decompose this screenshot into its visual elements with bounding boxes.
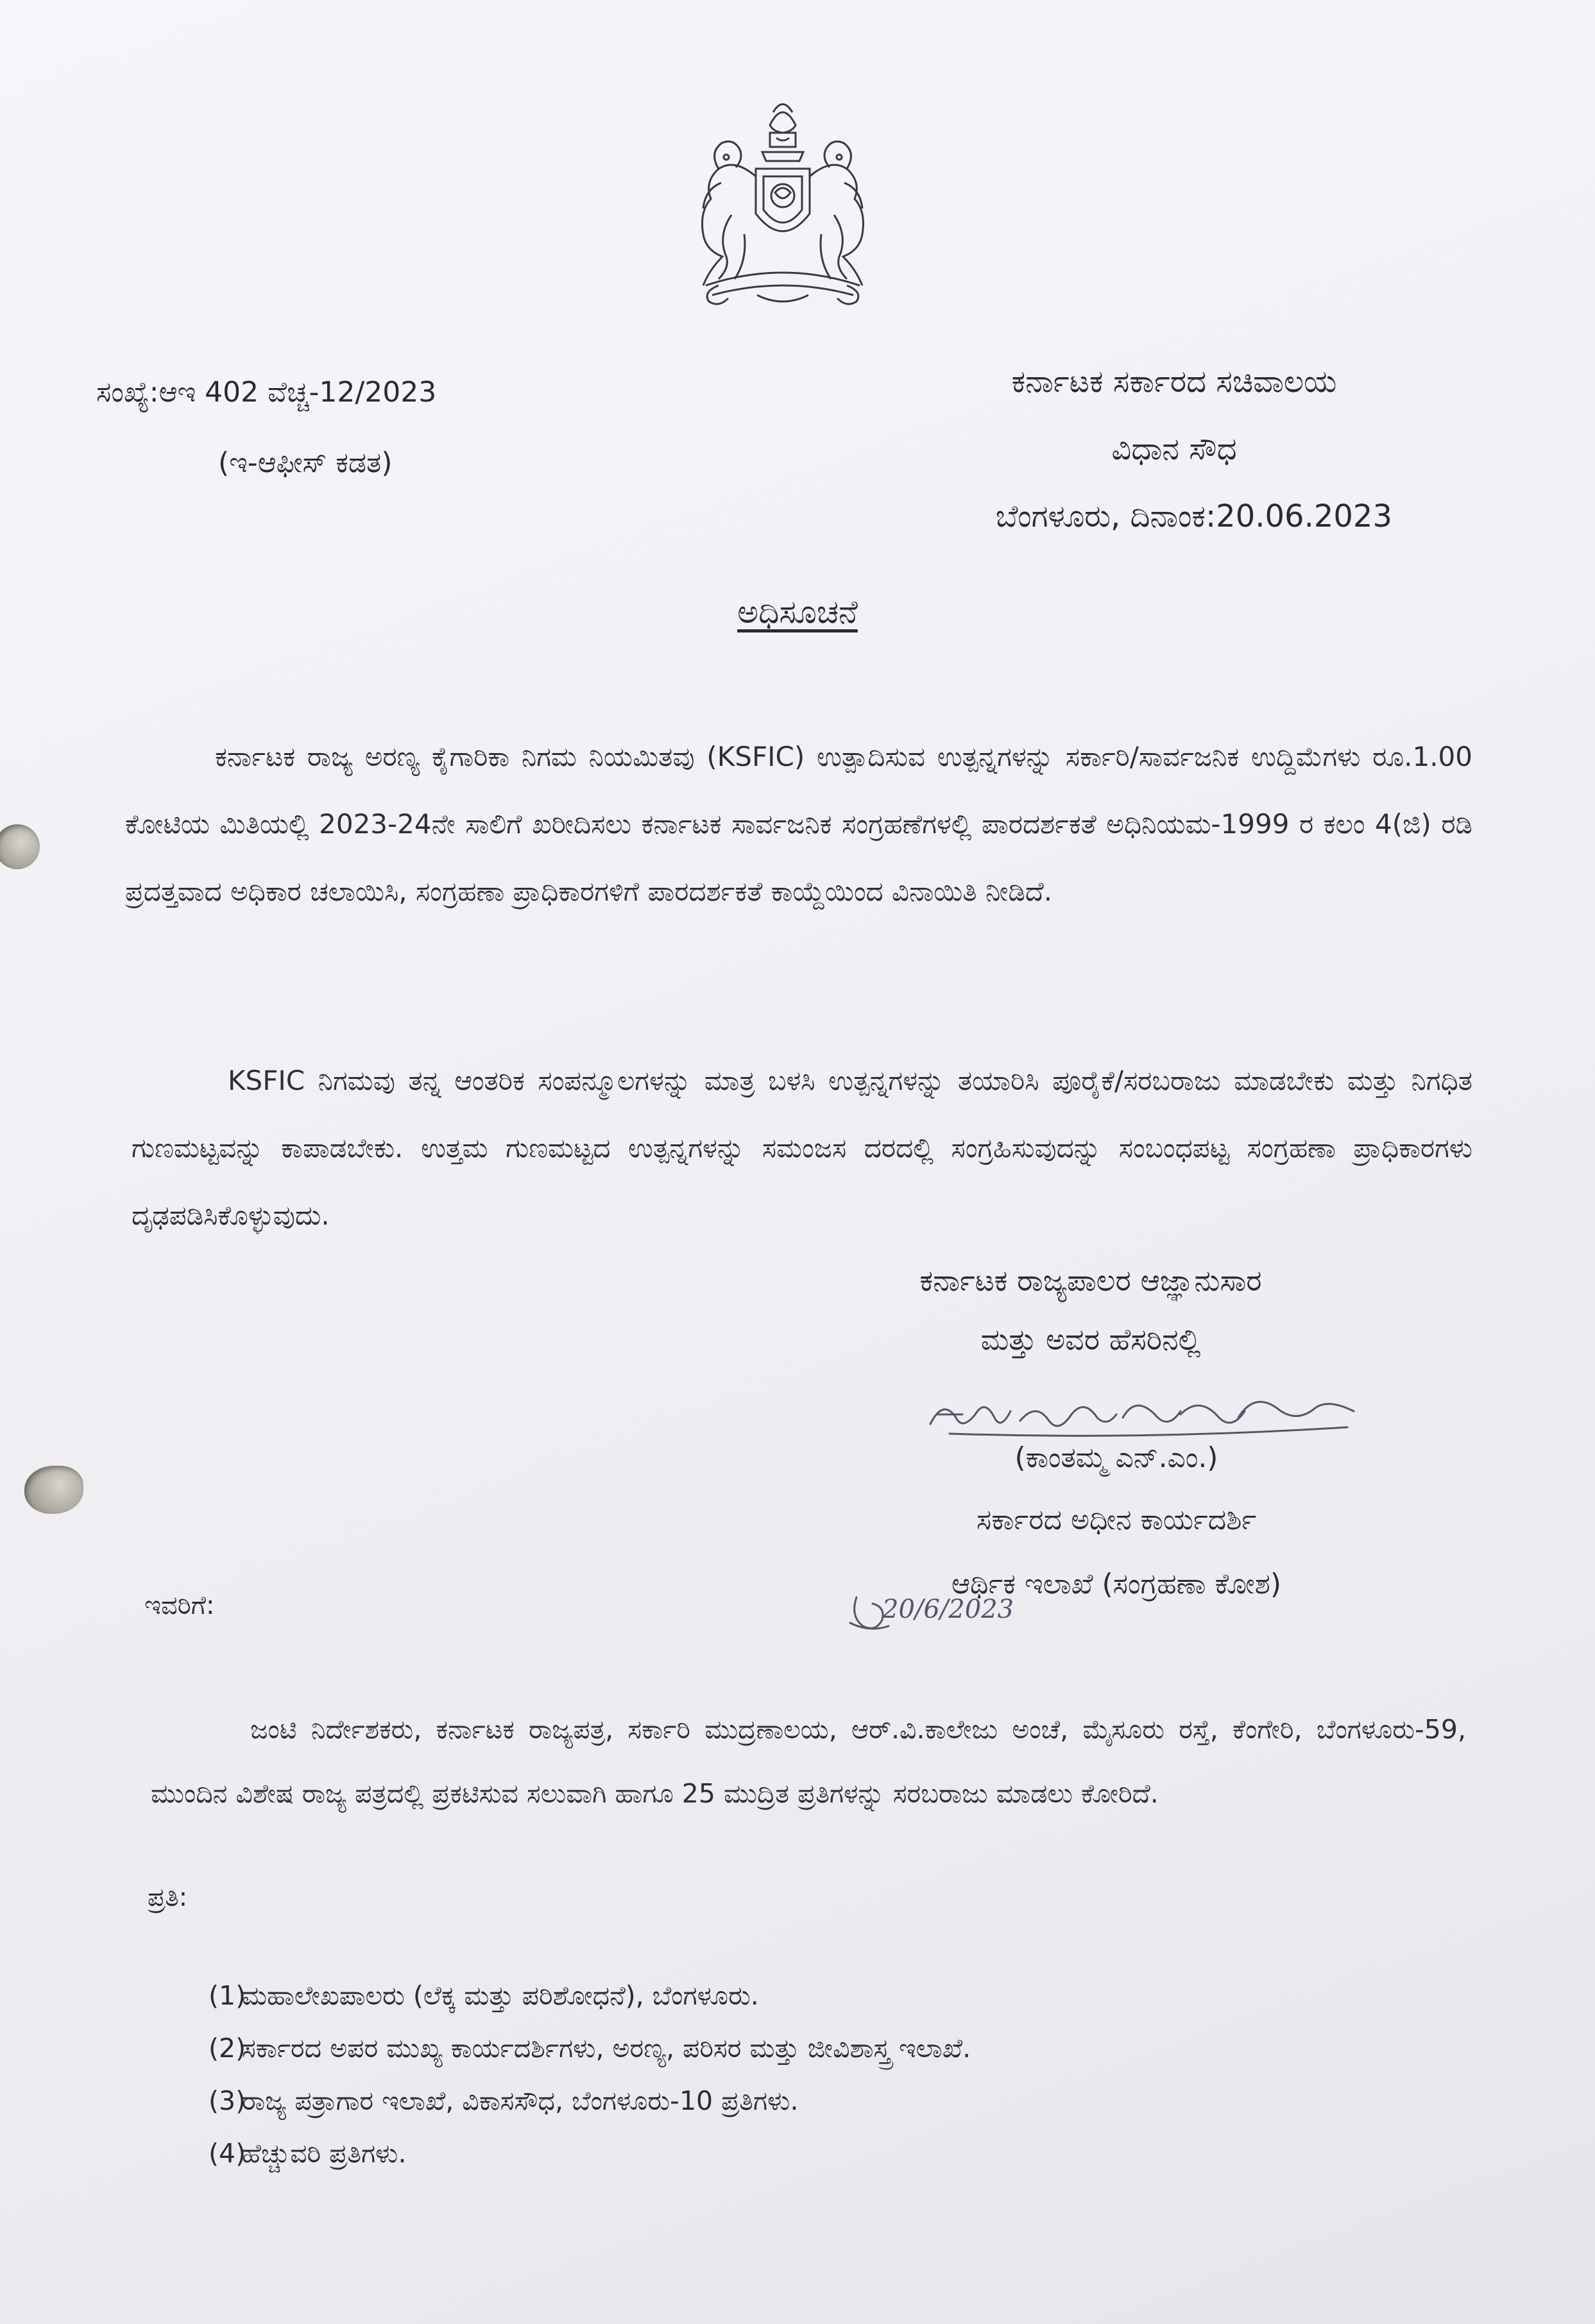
copy-item-number: (1) <box>209 1980 246 2011</box>
office-building: ವಿಧಾನ ಸೌಧ <box>1111 431 1237 467</box>
authority-line-1: ಕರ್ನಾಟಕ ರಾಜ್ಯಪಾಲರ ಆಜ್ಞಾನುಸಾರ <box>919 1263 1262 1298</box>
reference-number: ಸಂಖ್ಯೆ:ಆಇ 402 ವೆಚ್ಚ-12/2023 <box>96 376 437 409</box>
copy-item-number: (3) <box>209 2085 246 2116</box>
punch-hole-bottom <box>24 1466 83 1514</box>
file-type: (ಇ-ಆಫೀಸ್ ಕಡತ) <box>218 446 393 479</box>
copy-item-number: (4) <box>209 2138 246 2169</box>
place-date: ಬೆಂಗಳೂರು, ದಿನಾಂಕ:20.06.2023 <box>995 498 1392 534</box>
copy-item-text: ಮಹಾಲೇಖಪಾಲರು (ಲೆಕ್ಕ ಮತ್ತು ಪರಿಶೋಧನೆ), ಬೆಂಗಳೂರು. <box>242 1980 759 2011</box>
list-item <box>209 2127 1428 2180</box>
office-block <box>885 362 1463 564</box>
copy-item-text: ಸರ್ಕಾರದ ಅಪರ ಮುಖ್ಯ ಕಾರ್ಯದರ್ಶಿಗಳು, ಅರಣ್ಯ, ಪರಿಸರ ಮತ್ತು ಜೀವಿಶಾಸ್ತ್ರ ಇಲಾಖೆ. <box>242 2033 971 2064</box>
recipient-paragraph: ಜಂಟಿ ನಿರ್ದೇಶಕರು, ಕರ್ನಾಟಕ ರಾಜ್ಯಪತ್ರ, ಸರ್ಕಾರಿ ಮುದ್ರಣಾಲಯ, ಆರ್.ವಿ.ಕಾಲೇಜು ಅಂಚೆ, ಮೈಸೂರು ರಸ್ತೆ, ಕೆಂಗೇರಿ, ಬೆಂಗಳೂರು-59, ಮುಂದಿನ ವಿಶೇಷ ರಾಜ್ಯ ಪತ್ರದಲ್ಲಿ ಪ್ರಕಟಿಸುವ ಸಲುವಾಗಿ ಹಾಗೂ 25 ಮುದ್ರಿತ ಪ್ರತಿಗಳನ್ನು ಸರಬರಾಜು ಮಾಡಲು ಕೋರಿದೆ. <box>151 1714 1466 1809</box>
list-item <box>209 2074 1428 2127</box>
body-paragraph-1: ಕರ್ನಾಟಕ ರಾಜ್ಯ ಅರಣ್ಯ ಕೈಗಾರಿಕಾ ನಿಗಮ ನಿಯಮಿತವು (KSFIC) ಉತ್ಪಾದಿಸುವ ಉತ್ಪನ್ನಗಳನ್ನು ಸರ್ಕಾರಿ/ಸಾರ್ವಜನಿಕ ಉದ್ದಿಮೆಗಳು ರೂ.1.00 ಕೋಟಿಯ ಮಿತಿಯಲ್ಲಿ 2023-24ನೇ ಸಾಲಿಗೆ ಖರೀದಿಸಲು ಕರ್ನಾಟಕ ಸಾರ್ವಜನಿಕ ಸಂಗ್ರಹಣೆಗಳಲ್ಲಿ ಪಾರದರ್ಶಕತೆ ಅಧಿನಿಯಮ-1999 ರ ಕಲಂ 4(ಜಿ) ರಡಿ ಪ್ರದತ್ತವಾದ ಅಧಿಕಾರ ಚಲಾಯಿಸಿ, ಸಂಗ್ರಹಣಾ ಪ್ರಾಧಿಕಾರಗಳಿಗೆ ಪಾರದರ್ಶಕತೆ ಕಾಯ್ದೆಯಿಂದ ವಿನಾಯಿತಿ ನೀಡಿದೆ. <box>125 741 1472 907</box>
body-paragraph-2: KSFIC ನಿಗಮವು ತನ್ನ ಆಂತರಿಕ ಸಂಪನ್ಮೂಲಗಳನ್ನು ಮಾತ್ರ ಬಳಸಿ ಉತ್ಪನ್ನಗಳನ್ನು ತಯಾರಿಸಿ ಪೂರೈಕೆ/ಸರಬರಾಜು ಮಾಡಬೇಕು ಮತ್ತು ನಿಗಧಿತ ಗುಣಮಟ್ಟವನ್ನು ಕಾಪಾಡಬೇಕು. ಉತ್ತಮ ಗುಣಮಟ್ಟದ ಉತ್ಪನ್ನಗಳನ್ನು ಸಮಂಜಸ ದರದಲ್ಲಿ ಸಂಗ್ರಹಿಸುವುದನ್ನು ಸಂಬಂಧಪಟ್ಟ ಸಂಗ್ರಹಣಾ ಪ್ರಾಧಿಕಾರಗಳು ದೃಢಪಡಿಸಿಕೊಳ್ಳುವುದು. <box>132 1065 1472 1231</box>
signatory-designation: ಸರ್ಕಾರದ ಅಧೀನ ಕಾರ್ಯದರ್ಶಿ <box>976 1504 1257 1536</box>
copy-item-number: (2) <box>209 2033 246 2064</box>
office-name: ಕರ್ನಾಟಕ ಸರ್ಕಾರದ ಸಚಿವಾಲಯ <box>1011 364 1337 400</box>
authority-block <box>802 1251 1379 1369</box>
initials-icon <box>844 1584 1075 1642</box>
initials-date: 20/6/2023 <box>882 1595 1014 1624</box>
copy-list <box>209 1969 1428 2180</box>
list-item <box>209 2022 1428 2074</box>
copy-item-text: ರಾಜ್ಯ ಪತ್ರಾಗಾರ ಇಲಾಖೆ, ವಿಕಾಸಸೌಧ, ಬೆಂಗಳೂರು-10 ಪ್ರತಿಗಳು. <box>242 2085 799 2116</box>
punch-hole-top <box>0 824 40 869</box>
copy-item-text: ಹೆಚ್ಚುವರಿ ಪ್ರತಿಗಳು. <box>242 2138 407 2169</box>
reference-block <box>96 378 545 477</box>
copy-label: ಪ್ರತಿ: <box>148 1883 188 1912</box>
karnataka-emblem-icon <box>680 93 885 311</box>
recipient-label: ಇವರಿಗೆ: <box>144 1591 215 1620</box>
authority-line-2: ಮತ್ತು ಅವರ ಹೆಸರಿನಲ್ಲಿ <box>980 1322 1201 1357</box>
list-item <box>209 1969 1428 2022</box>
notification-title: ಅಧಿಸೂಚನೆ <box>737 593 858 631</box>
signatory-name: (ಕಾಂತಮ್ಮ ಎನ್.ಎಂ.) <box>1014 1441 1218 1474</box>
signatory-department: ಆರ್ಥಿಕ ಇಲಾಖೆ (ಸಂಗ್ರಹಣಾ ಕೋಶ) <box>951 1568 1281 1600</box>
